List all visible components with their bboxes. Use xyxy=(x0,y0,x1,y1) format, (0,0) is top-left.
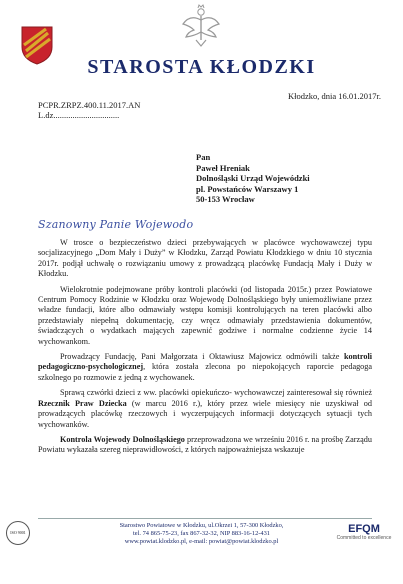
text-span: Sprawą czwórki dzieci z ww. placówki opiekuńczo- wychowawczej zainteresował się również xyxy=(60,388,372,398)
reference-block xyxy=(38,100,140,120)
reference-number: PCPR.ZRPZ.400.11.2017.AN xyxy=(38,100,141,110)
body-paragraph xyxy=(38,435,372,456)
body-paragraph xyxy=(38,352,372,383)
text-span: przeprowadzona we wrześniu 2016 r. na prośbę Zarządu Powiatu wykazała szereg nieprawidłowości, z których najpoważniejsza wskazuje xyxy=(38,434,372,455)
eagle-emblem-icon xyxy=(180,4,222,48)
efqm-tagline: Committed to excellence xyxy=(336,535,392,541)
letter-date: Kłodzko, dnia 16.01.2017r. xyxy=(287,91,381,101)
efqm-logo xyxy=(334,523,394,541)
bold-phrase: Rzecznik Praw Dziecka xyxy=(38,398,127,408)
iso-badge-icon: ISO 9001 xyxy=(6,521,30,545)
footer-address: Starostwo Powiatowe w Kłodzku, ul.Okrzei 1, 57-300 Kłodzko, xyxy=(119,522,284,529)
body-paragraph xyxy=(38,388,372,430)
letterhead-title: STAROSTA KŁODZKI xyxy=(87,56,316,78)
bold-phrase: kontroli pedagogiczno-psychologicznej xyxy=(38,352,372,372)
recipient-office: Dolnośląski Urząd Wojewódzki xyxy=(196,173,310,184)
handwritten-salutation: Szanowny Panie Wojewodo xyxy=(38,218,194,231)
recipient-name: Paweł Hreniak xyxy=(196,162,250,173)
text-span: , która została zlecona po niepokojących raporcie pedagoga szkolnego po rozmowie z jedną z wychowanek. xyxy=(38,362,372,382)
bold-phrase: Kontrola Wojewody Dolnośląskiego xyxy=(60,434,185,444)
footer-divider xyxy=(38,518,372,519)
text-span: (w marcu 2016 r.), który przez wiele miesięcy nie uzyskiwał od prowadzących placówkę rzeczowych i wyczerpujących informacji dotyczących sytuacji tych wychowanków. xyxy=(38,398,372,429)
recipient-city: 50-153 Wrocław xyxy=(196,194,255,205)
recipient-address xyxy=(196,152,310,205)
text-span: Prowadzący Fundację, Pani Małgorzata i Oktawiusz Majowicz odmówili także xyxy=(60,352,344,362)
letter-body xyxy=(38,238,372,461)
footer-web: www.powiat.klodzko.pl, e-mail: powiat@powiat.klodzko.pl xyxy=(124,538,279,545)
body-paragraph: Wielokrotnie podejmowane próby kontroli placówki (od listopada 2015r.) przez Powiatowe Centrum Pomocy Rodzinie w Kłodzku oraz Wojewodę Dolnośląskiego były uniemożliwiane przez władze fundacji, które albo odmawiały wstępu komisji kontrolujących na teren placówki albo przedstawiały niepełną dokumentację, czy wręcz odmawiały przedstawienia dokumentów, świadczących o wydatkach mających zapewnić godziwe i normalne codzienne życie 14 wychowankom. xyxy=(38,284,372,346)
efqm-logo-text: EFQM xyxy=(348,523,380,535)
body-paragraph: W trosce o bezpieczeństwo dzieci przebywających w placówce wychowawczej typu socjalizacyjnego „Dom Mały i Duży” w Kłodzku, Zarząd Powiatu Kłodzkiego w dniu 10 stycznia 2017r. podjął uchwałę o rozwiązaniu umowy z prowadzącą placówkę Fundacją Mały i Duży w Kłodzku. xyxy=(38,238,372,279)
recipient-street: pl. Powstańców Warszawy 1 xyxy=(196,183,299,194)
registry-number: L.dz............................... xyxy=(38,110,120,120)
footer-phone: tel. 74 865-75-23, fax 867-32-32, NIP 883-16-12-431 xyxy=(133,530,270,537)
recipient-title: Pan xyxy=(196,152,211,162)
